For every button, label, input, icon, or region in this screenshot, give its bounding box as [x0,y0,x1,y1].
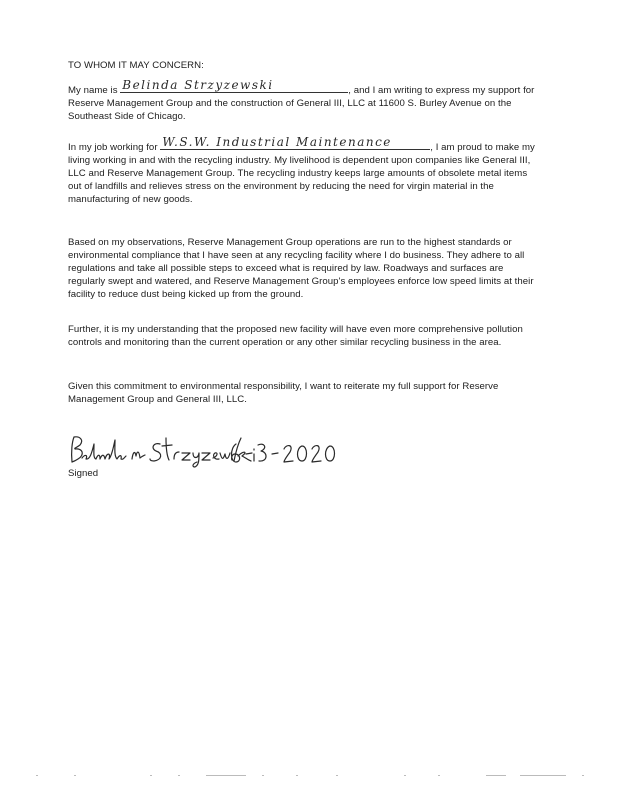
paragraph-new-facility: Further, it is my understanding that the proposed new facility will have even more comprehensive pollution controls and monitoring than the current operation or any other similar recycling business in the area. [68,324,523,348]
name-blank [120,78,348,93]
paragraph-name [68,78,543,123]
employer-intro: In my job working for [68,142,158,153]
employer-blank [160,135,430,150]
salutation: TO WHOM IT MAY CONCERN: [68,60,204,71]
handwritten-employer: W.S.W. Industrial Maintenance [162,135,392,149]
name-intro: My name is [68,85,118,96]
name-rest: , and I am writing to express my support for Reserve Management Group and the construction of General III, LLC at 11600 S. Burley Avenue on the Southeast Side of Chicago. [68,85,535,122]
paragraph-observations: Based on my observations, Reserve Management Group operations are run to the highest standards or environmental compliance that I have seen at any recycling facility where I do business. They adhere to all regulations and take all possible steps to exceed what is required by law. Roadways and surfaces are regularly swept and watered, and Reserve Management Group's employees enforce low speed limits at their facility to reduce dust being kicked up from the ground. [68,237,534,300]
paragraph-employer [68,135,543,206]
scan-artifact-dots [0,773,618,779]
employer-rest: , I am proud to make my living working in and with the recycling industry. My livelihood is dependent upon companies like General III, LLC and Reserve Management Group. The recycling industry keeps large amounts of obsolete metal items out of landfills and relieves stress on the environment by reducing the need for virgin material in the manufacturing of new goods. [68,142,535,205]
handwritten-name: Belinda Strzyzewski [122,78,274,92]
handwritten-date [226,436,346,468]
paragraph-support: Given this commitment to environmental responsibility, I want to reiterate my full support for Reserve Management Group and General III, LLC. [68,381,499,405]
signed-label: Signed [68,468,99,479]
